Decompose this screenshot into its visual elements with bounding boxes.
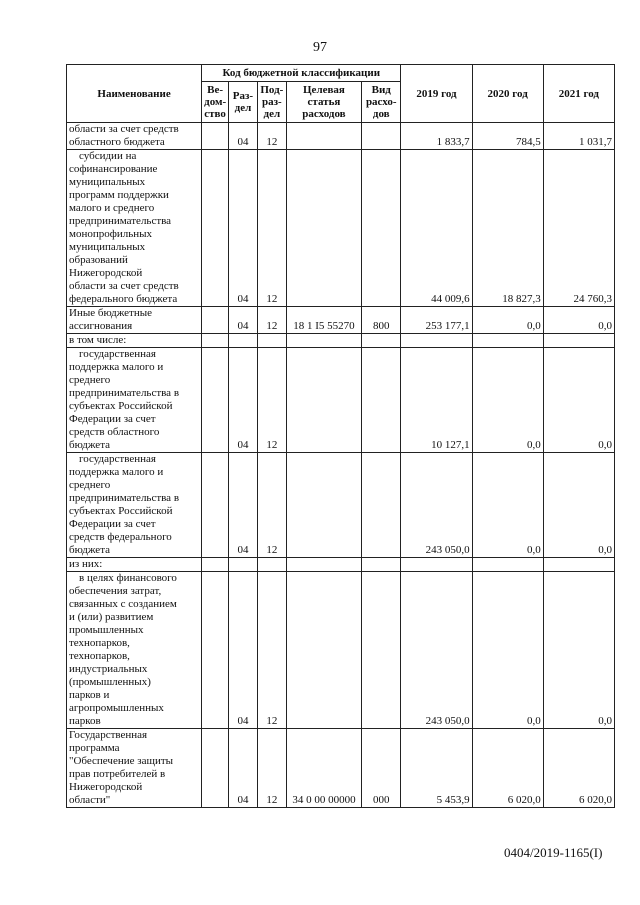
- header-classification-group: Код бюджетной классификации: [202, 65, 401, 82]
- row-2019-cell: 10 127,1: [401, 348, 472, 453]
- row-celevaya-cell: [286, 123, 361, 150]
- row-podrazdel-cell: 12: [257, 123, 286, 150]
- row-2020-cell: 18 827,3: [472, 150, 543, 307]
- row-vedomstvo-cell: [202, 334, 229, 348]
- row-razdel-cell: [229, 334, 258, 348]
- row-name-cell: области за счет средств областного бюджета: [67, 123, 202, 150]
- row-name-cell: Иные бюджетные ассигнования: [67, 307, 202, 334]
- table-row: [67, 453, 615, 558]
- row-2019-cell: [401, 558, 472, 572]
- row-2021-cell: 1 031,7: [543, 123, 614, 150]
- document-code: 0404/2019-1165(I): [504, 845, 603, 860]
- row-2021-cell: 6 020,0: [543, 729, 614, 808]
- row-vid-cell: [362, 558, 401, 572]
- row-2020-cell: 0,0: [472, 572, 543, 729]
- row-razdel-cell: 04: [229, 572, 258, 729]
- row-vid-cell: [362, 348, 401, 453]
- row-podrazdel-cell: 12: [257, 729, 286, 808]
- row-celevaya-cell: [286, 334, 361, 348]
- row-name-cell: субсидии на софинансирование муниципальных программ поддержки малого и среднего предпринимательства монопрофильных муниципальных образований Нижегородской области за счет средств федерального бюджета: [67, 150, 202, 307]
- header-vid-rashodov: Вид расхо- дов: [362, 82, 401, 123]
- row-vid-cell: [362, 572, 401, 729]
- header-vedomstvo: Ве- дом- ство: [202, 82, 229, 123]
- row-2019-cell: 243 050,0: [401, 572, 472, 729]
- row-celevaya-cell: [286, 150, 361, 307]
- row-2021-cell: [543, 558, 614, 572]
- row-vid-cell: 800: [362, 307, 401, 334]
- budget-table: [66, 64, 615, 808]
- table-row: [67, 334, 615, 348]
- row-razdel-cell: 04: [229, 307, 258, 334]
- table-row: [67, 729, 615, 808]
- table-row: [67, 572, 615, 729]
- row-name-cell: в том числе:: [67, 334, 202, 348]
- header-razdel: Раз- дел: [229, 82, 258, 123]
- table-header: [67, 65, 615, 123]
- row-name-cell: из них:: [67, 558, 202, 572]
- row-celevaya-cell: [286, 453, 361, 558]
- row-razdel-cell: 04: [229, 453, 258, 558]
- row-2020-cell: 6 020,0: [472, 729, 543, 808]
- row-name-cell: в целях финансового обеспечения затрат, связанных с созданием и (или) развитием промышленных технопарков, технопарков, индустриальных (промышленных) парков и агропромышленных парков: [67, 572, 202, 729]
- table-row: [67, 123, 615, 150]
- header-2019: 2019 год: [401, 65, 472, 123]
- row-celevaya-cell: 34 0 00 00000: [286, 729, 361, 808]
- header-name: Наименование: [67, 65, 202, 123]
- row-razdel-cell: 04: [229, 123, 258, 150]
- row-podrazdel-cell: [257, 558, 286, 572]
- row-vedomstvo-cell: [202, 307, 229, 334]
- row-vid-cell: [362, 334, 401, 348]
- row-2021-cell: 0,0: [543, 307, 614, 334]
- row-podrazdel-cell: 12: [257, 572, 286, 729]
- table-row: [67, 150, 615, 307]
- row-2020-cell: [472, 334, 543, 348]
- row-2019-cell: 44 009,6: [401, 150, 472, 307]
- table-row: [67, 348, 615, 453]
- table-body: [67, 123, 615, 808]
- row-vid-cell: [362, 453, 401, 558]
- row-2019-cell: 1 833,7: [401, 123, 472, 150]
- row-2020-cell: 0,0: [472, 348, 543, 453]
- row-celevaya-cell: [286, 558, 361, 572]
- header-celevaya-statya: Целевая статья расходов: [286, 82, 361, 123]
- row-2020-cell: 784,5: [472, 123, 543, 150]
- row-vedomstvo-cell: [202, 453, 229, 558]
- row-2020-cell: 0,0: [472, 453, 543, 558]
- row-podrazdel-cell: 12: [257, 150, 286, 307]
- row-celevaya-cell: [286, 348, 361, 453]
- row-2019-cell: 5 453,9: [401, 729, 472, 808]
- row-vedomstvo-cell: [202, 729, 229, 808]
- row-2021-cell: 0,0: [543, 453, 614, 558]
- row-2021-cell: 0,0: [543, 572, 614, 729]
- header-podrazdel: Под- раз- дел: [257, 82, 286, 123]
- row-vid-cell: 000: [362, 729, 401, 808]
- row-2021-cell: [543, 334, 614, 348]
- row-name-cell: государственная поддержка малого и среднего предпринимательства в субъектах Российской Федерации за счет средств областного бюджета: [67, 348, 202, 453]
- row-name-cell: государственная поддержка малого и среднего предпринимательства в субъектах Российской Федерации за счет средств федерального бюджета: [67, 453, 202, 558]
- row-podrazdel-cell: 12: [257, 307, 286, 334]
- row-vedomstvo-cell: [202, 572, 229, 729]
- row-vid-cell: [362, 123, 401, 150]
- row-podrazdel-cell: 12: [257, 453, 286, 558]
- row-2019-cell: [401, 334, 472, 348]
- row-vedomstvo-cell: [202, 150, 229, 307]
- row-2021-cell: 0,0: [543, 348, 614, 453]
- row-podrazdel-cell: 12: [257, 348, 286, 453]
- row-vedomstvo-cell: [202, 123, 229, 150]
- page-number: 97: [313, 40, 327, 55]
- row-2021-cell: 24 760,3: [543, 150, 614, 307]
- row-razdel-cell: 04: [229, 150, 258, 307]
- row-celevaya-cell: 18 1 I5 55270: [286, 307, 361, 334]
- row-celevaya-cell: [286, 572, 361, 729]
- row-vedomstvo-cell: [202, 348, 229, 453]
- row-vedomstvo-cell: [202, 558, 229, 572]
- row-2019-cell: 243 050,0: [401, 453, 472, 558]
- table-row: [67, 307, 615, 334]
- row-2020-cell: 0,0: [472, 307, 543, 334]
- row-vid-cell: [362, 150, 401, 307]
- row-razdel-cell: [229, 558, 258, 572]
- row-razdel-cell: 04: [229, 348, 258, 453]
- header-2021: 2021 год: [543, 65, 614, 123]
- row-name-cell: Государственная программа "Обеспечение защиты прав потребителей в Нижегородской области": [67, 729, 202, 808]
- header-2020: 2020 год: [472, 65, 543, 123]
- table-row: [67, 558, 615, 572]
- row-podrazdel-cell: [257, 334, 286, 348]
- row-2019-cell: 253 177,1: [401, 307, 472, 334]
- row-razdel-cell: 04: [229, 729, 258, 808]
- row-2020-cell: [472, 558, 543, 572]
